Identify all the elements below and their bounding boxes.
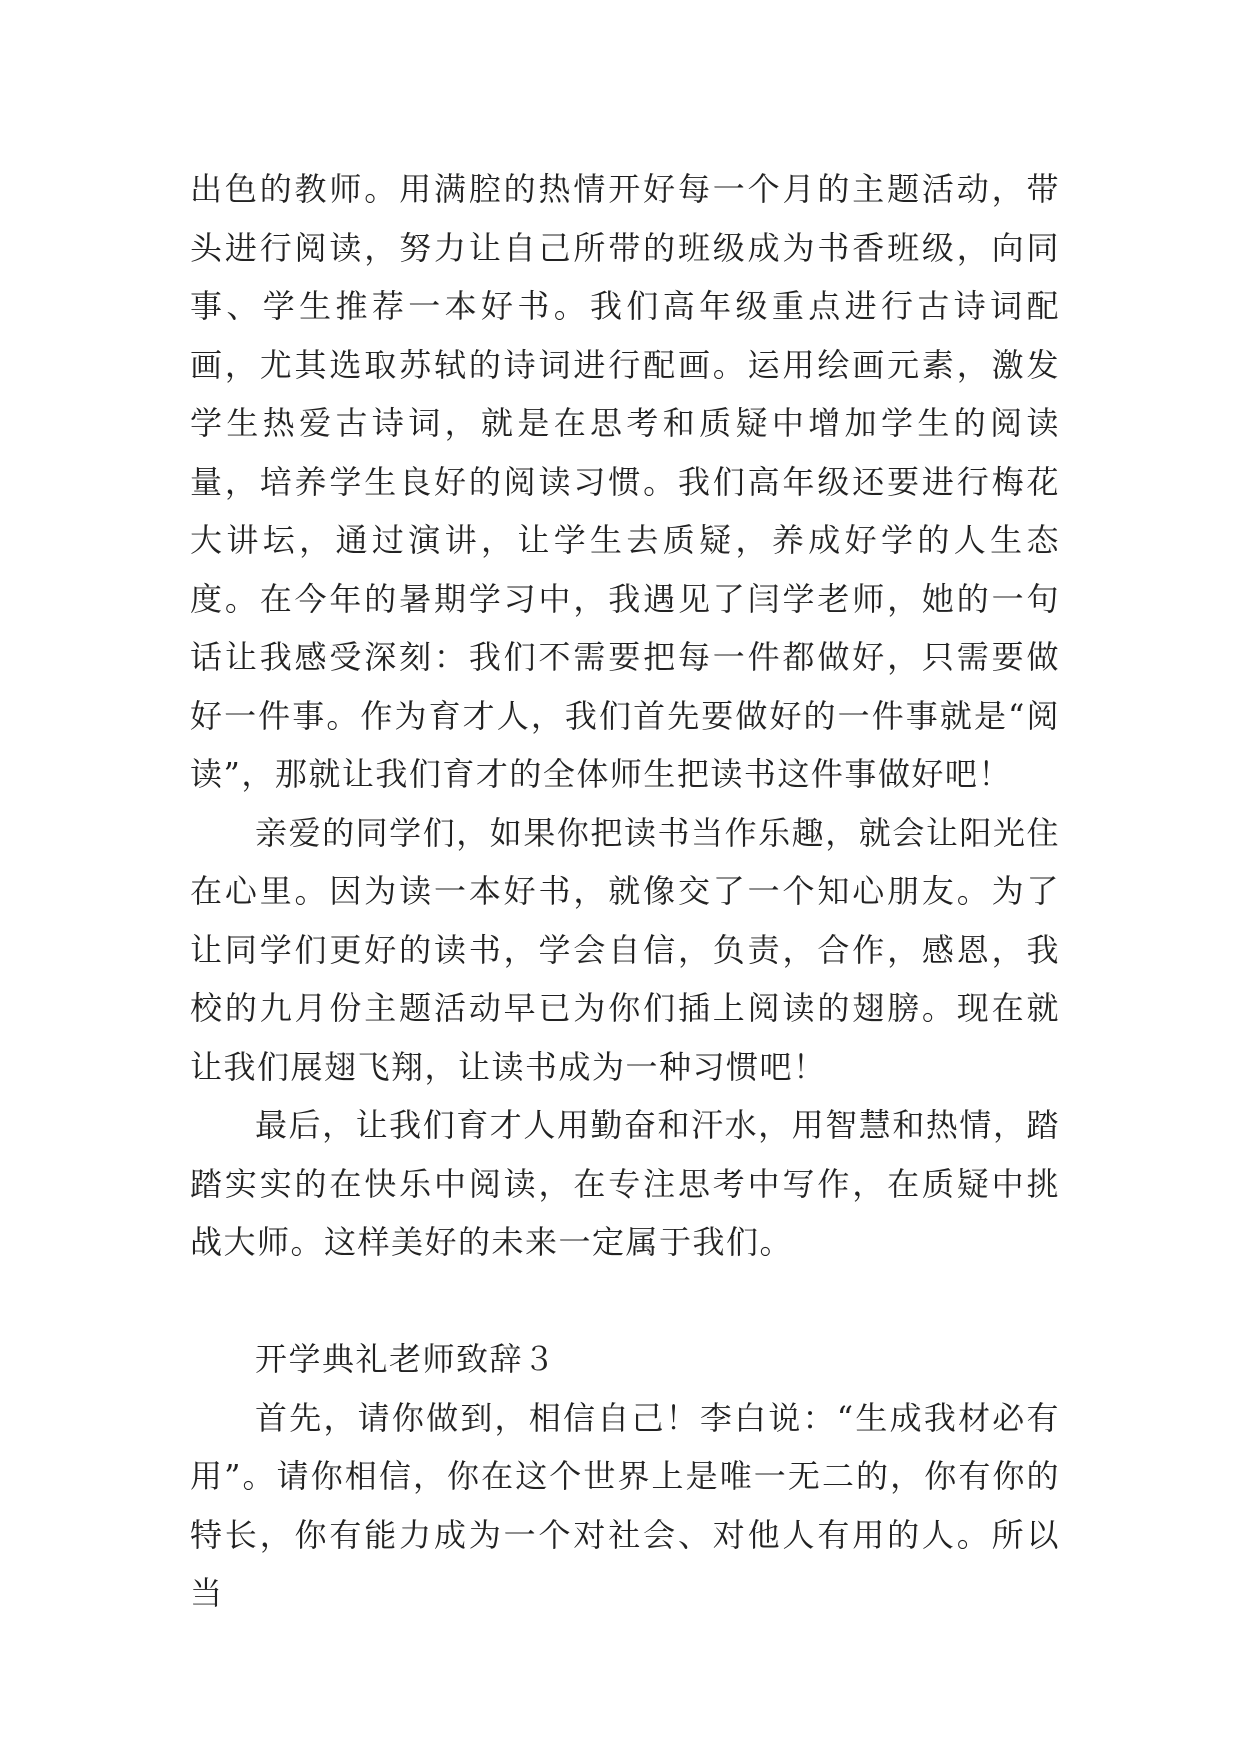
document-body <box>190 160 1060 1623</box>
section-title: 开学典礼老师致辞３ <box>255 1340 557 1378</box>
paragraph: 最后，让我们育才人用勤奋和汗水，用智慧和热情，踏踏实实的在快乐中阅读，在专注思考中写作，在质疑中挑战大师。这样美好的未来一定属于我们。 <box>190 1106 1060 1261</box>
paragraph: 出色的教师。用满腔的热情开好每一个月的主题活动，带头进行阅读，努力让自己所带的班级成为书香班级，向同事、学生推荐一本好书。我们高年级重点进行古诗词配画，尤其选取苏轼的诗词进行配画。运用绘画元素，激发学生热爱古诗词，就是在思考和质疑中增加学生的阅读量，培养学生良好的阅读习惯。我们高年级还要进行梅花大讲坛，通过演讲，让学生去质疑，养成好学的人生态度。在今年的暑期学习中，我遇见了闫学老师，她的一句话让我感受深刻：我们不需要把每一件都做好，只需要做好一件事。作为育才人，我们首先要做好的一件事就是“阅读”，那就让我们育才的全体师生把读书这件事做好吧！ <box>190 170 1060 793</box>
paragraph: 首先，请你做到，相信自己！李白说：“生成我材必有用”。请你相信，你在这个世界上是唯一无二的，你有你的特长，你有能力成为一个对社会、对他人有用的人。所以当 <box>190 1398 1060 1612</box>
blank-line <box>190 1272 1060 1331</box>
paragraph: 亲爱的同学们，如果你把读书当作乐趣，就会让阳光住在心里。因为读一本好书，就像交了一个知心朋友。为了让同学们更好的读书，学会自信，负责，合作，感恩，我校的九月份主题活动早已为你们插上阅读的翅膀。现在就让我们展翅飞翔，让读书成为一种习惯吧！ <box>190 813 1060 1086</box>
